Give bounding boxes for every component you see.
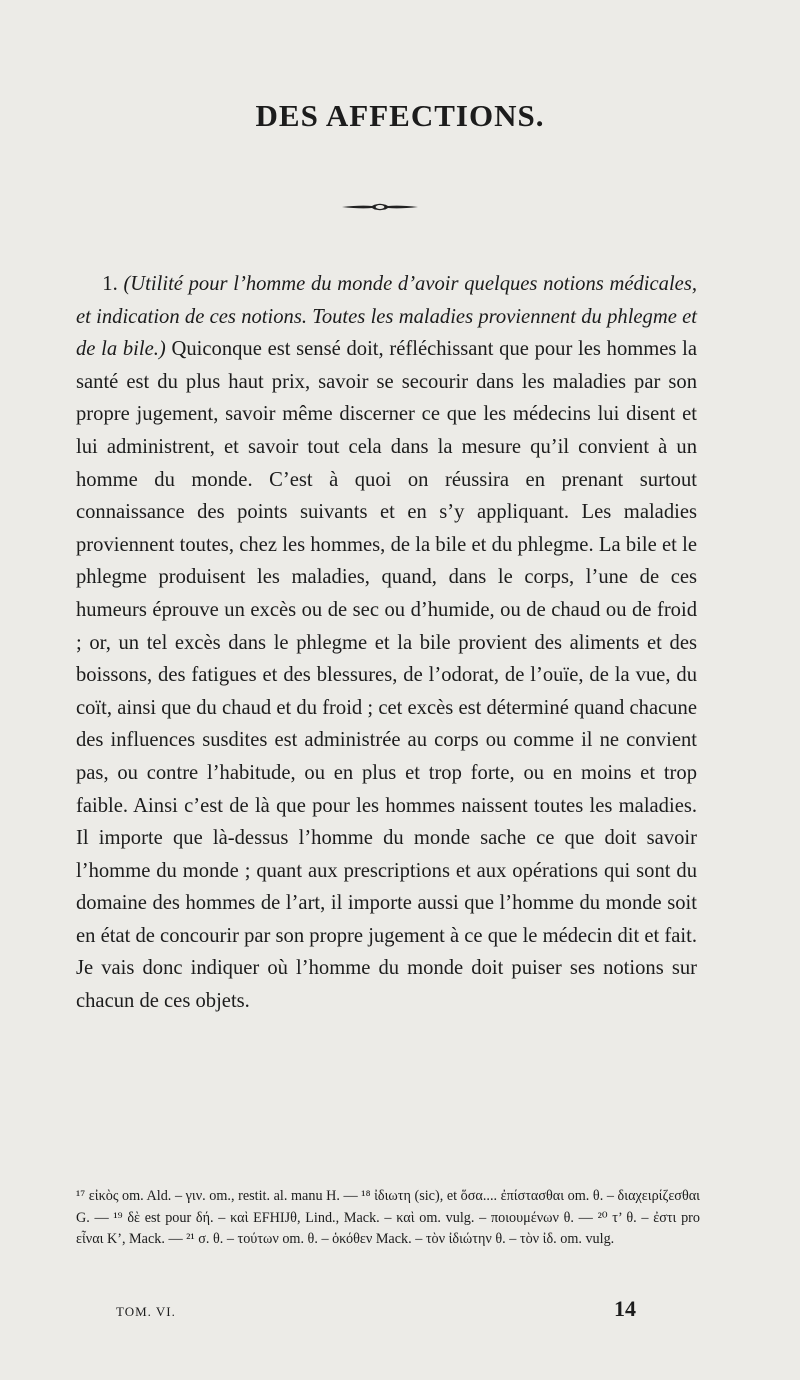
page-footer: [116, 1296, 636, 1328]
paragraph-body: Quiconque est sensé doit, réfléchissant que pour les hommes la santé est du plus haut prix, savoir se secourir dans les maladies par son propre jugement, savoir même discerner ce que les médecins lui disent et lui administrent, et savoir tout cela dans la mesure qu’il convient à un homme du monde. C’est à quoi on réussira en prenant surtout connaissance des points suivants et en s’y appliquant. Les maladies proviennent toutes, chez les hommes, de la bile et du phlegme. La bile et le phlegme produisent les maladies, quand, dans le corps, l’une de ces humeurs éprouve un excès ou de sec ou d’humide, ou de chaud ou de froid ; or, un tel excès dans le phlegme et la bile provient des aliments et des boissons, des fatigues et des blessures, de l’odorat, de l’ouïe, de la vue, du coït, ainsi que du chaud et du froid ; cet excès est déterminé quand chacune des influences susdites est administrée au corps ou comme il ne convient pas, ou contre l’habitude, ou en plus et trop forte, ou en moins et trop faible. Ainsi c’est de là que pour les hommes naissent toutes les maladies. Il importe que là-dessus l’homme du monde sache ce que doit savoir l’homme du monde ; quant aux prescriptions et aux opérations qui sont du domaine des hommes de l’art, il importe aussi que l’homme du monde soit en état de concourir par son propre jugement à ce que le médecin dit et fait. Je vais donc indiquer où l’homme du monde doit puiser ses notions sur chacun de ces objets.: [76, 338, 698, 1013]
paragraph-number: 1.: [102, 273, 118, 295]
paragraph-lead: (Utilité pour l’homme du monde d’avoir quelques notions médicales, et indication de ces notions. Toutes les maladies proviennent du phlegme et de la bile.): [76, 273, 697, 361]
page-number: 14: [614, 1296, 636, 1321]
signature-mark: TOM. VI.: [116, 1304, 176, 1319]
ornament-rule-icon: [340, 200, 420, 214]
chapter-title: DES AFFECTIONS.: [255, 98, 545, 133]
main-paragraph: [76, 268, 697, 1018]
footnotes: ¹⁷ εἰκὸς om. Ald. – γιν. om., restit. al. manu H. — ¹⁸ ἰδιωτη (sic), et ὅσα.... ἐπίστασθαι om. θ. – διαχειρίζεσθαι G. — ¹⁹ δὲ est pour δή. – καὶ EFHIJθ, Lind., Mack. – καὶ om. vulg. – ποιουμένων θ. — ²⁰ τ’ θ. – ἐστι pro εἶναι K’, Mack. — ²¹ σ. θ. – τούτων om. θ. – ὁκόθεν Mack. – τὸν ἰδιώτην θ. – τὸν ἰδ. om. vulg.: [76, 1188, 700, 1247]
